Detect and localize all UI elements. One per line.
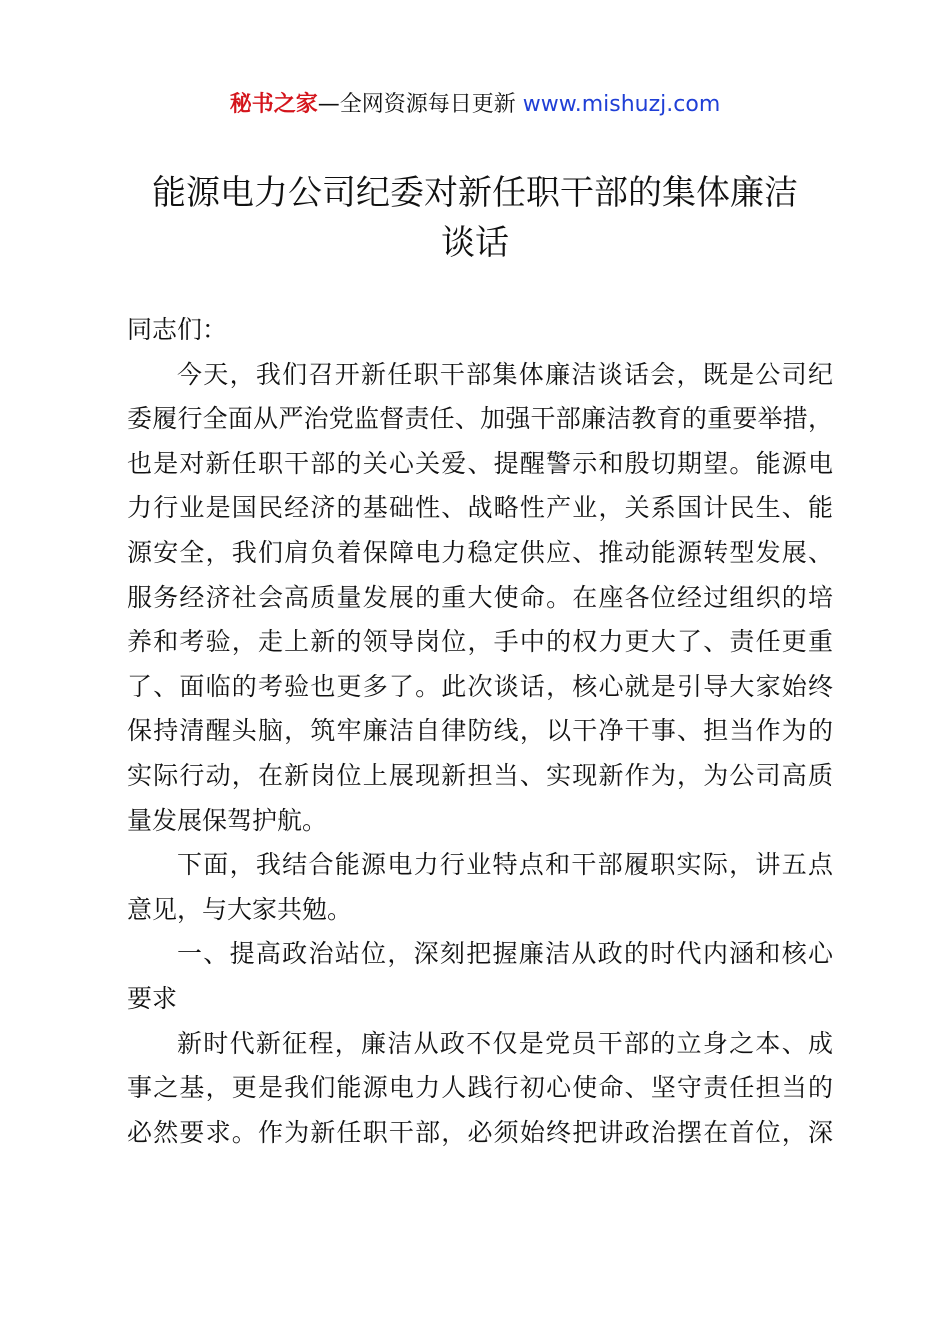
document-body	[127, 308, 833, 1155]
paragraph-1-line: 力行业是国民经济的基础性、战略性产业，关系国计民生、能	[127, 493, 833, 523]
paragraph-1-line: 实际行动，在新岗位上展现新担当、实现新作为，为公司高质	[127, 760, 833, 790]
paragraph-1-line: 了、面临的考验也更多了。此次谈话，核心就是引导大家始终	[127, 671, 833, 701]
paragraph-1-line: 养和考验，走上新的领导岗位，手中的权力更大了、责任更重	[127, 627, 833, 657]
paragraph-1-line: 量发展保驾护航。	[127, 805, 328, 835]
section-heading-1-line: 要求	[127, 983, 178, 1013]
section-heading-1-line: 一、提高政治站位，深刻把握廉洁从政的时代内涵和核心	[177, 939, 833, 969]
site-header	[0, 88, 950, 122]
paragraph-1-line: 保持清醒头脑，筑牢廉洁自律防线，以干净干事、担当作为的	[127, 716, 833, 746]
title-line-2: 谈话	[441, 223, 509, 263]
paragraph-2-line: 意见，与大家共勉。	[127, 894, 353, 924]
paragraph-2-line: 下面，我结合能源电力行业特点和干部履职实际，讲五点	[177, 850, 833, 880]
paragraph-3-line: 事之基，更是我们能源电力人践行初心使命、坚守责任担当的	[127, 1073, 833, 1103]
site-url-link[interactable]: www.mishuzj.com	[522, 92, 721, 117]
brand-name: 秘书之家	[229, 92, 318, 117]
paragraph-1-line: 服务经济社会高质量发展的重大使命。在座各位经过组织的培	[127, 582, 833, 612]
paragraph-3-line: 必然要求。作为新任职干部，必须始终把讲政治摆在首位，深	[127, 1117, 833, 1147]
paragraph-3-line: 新时代新征程，廉洁从政不仅是党员干部的立身之本、成	[177, 1028, 833, 1058]
paragraph-1-line: 源安全，我们肩负着保障电力稳定供应、推动能源转型发展、	[127, 537, 833, 567]
paragraph-1-line: 委履行全面从严治党监督责任、加强干部廉洁教育的重要举措，	[127, 404, 833, 434]
greeting: 同志们：	[127, 315, 228, 344]
paragraph-1-line: 也是对新任职干部的关心关爱、提醒警示和殷切期望。能源电	[127, 448, 833, 478]
title-line-1: 能源电力公司纪委对新任职干部的集体廉洁	[152, 173, 798, 213]
header-tagline: —全网资源每日更新	[317, 92, 523, 117]
paragraph-1-line: 今天，我们召开新任职干部集体廉洁谈话会，既是公司纪	[177, 359, 833, 389]
document-title	[100, 168, 850, 268]
